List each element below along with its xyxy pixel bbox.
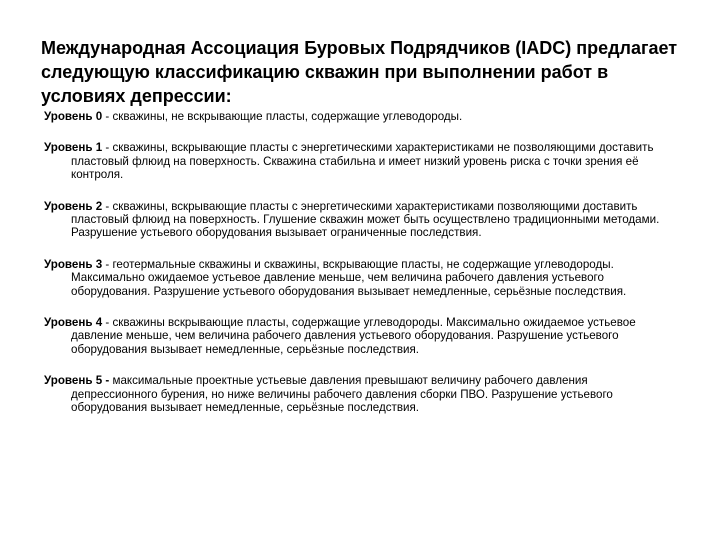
level-description: - скважины вскрывающие пласты, содержащие углеводороды. Максимально ожидаемое устьевое давление меньше, чем величина рабочего давления устьевого оборудования. Разрушение устьевого оборудования вызывает немедленные, серьёзные последствия. bbox=[71, 316, 636, 356]
level-description: - скважины, вскрывающие пласты с энергетическими характеристиками не позволяющими доставить пластовый флюид на поверхность. Скважина стабильна и имеет низкий уровень риска с точки зрения её контроля. bbox=[71, 141, 654, 182]
level-item-5 bbox=[44, 374, 674, 414]
level-name: Уровень 4 bbox=[44, 316, 103, 330]
level-name: Уровень 0 bbox=[44, 110, 103, 123]
level-description: - скважины, не вскрывающие пласты, содержащие углеводороды. bbox=[102, 110, 463, 123]
level-list bbox=[44, 110, 674, 415]
level-description: - геотермальные скважины и скважины, вскрывающие пласты, не содержащие углеводороды. Максимально ожидаемое устьевое давление меньше, чем величина рабочего давления устьевого оборудования. Разрушение устьевого оборудования вызывает немедленные, серьёзные последствия. bbox=[71, 257, 627, 298]
level-item-0 bbox=[44, 110, 674, 123]
level-item-1 bbox=[44, 141, 674, 181]
level-description: максимальные проектные устьевые давления превышают величину рабочего давления депрессионного бурения, но ниже величины рабочего давления сборки ПВО. Разрушение устьевого оборудования вызывает немедленные, серьёзные последствия. bbox=[71, 374, 613, 415]
level-item-4 bbox=[44, 316, 674, 356]
slide-title: Международная Ассоциация Буровых Подрядчиков (IADC) предлагает следующую классификацию скважин при выполнении работ в условиях депрессии: bbox=[41, 38, 678, 106]
level-name: Уровень 1 bbox=[44, 141, 103, 155]
level-name: Уровень 2 bbox=[44, 199, 103, 213]
level-item-3 bbox=[44, 258, 674, 298]
level-name: Уровень 3 bbox=[44, 257, 103, 271]
level-item-2 bbox=[44, 200, 674, 240]
level-description: - скважины, вскрывающие пласты с энергетическими характеристиками позволяющими доставить пластовый флюид на поверхность. Глушение скважин может быть осуществлено традиционными методами. Разрушение устьевого оборудования вызывает ограниченные последствия. bbox=[71, 199, 660, 240]
level-name: Уровень 5 - bbox=[44, 374, 110, 388]
